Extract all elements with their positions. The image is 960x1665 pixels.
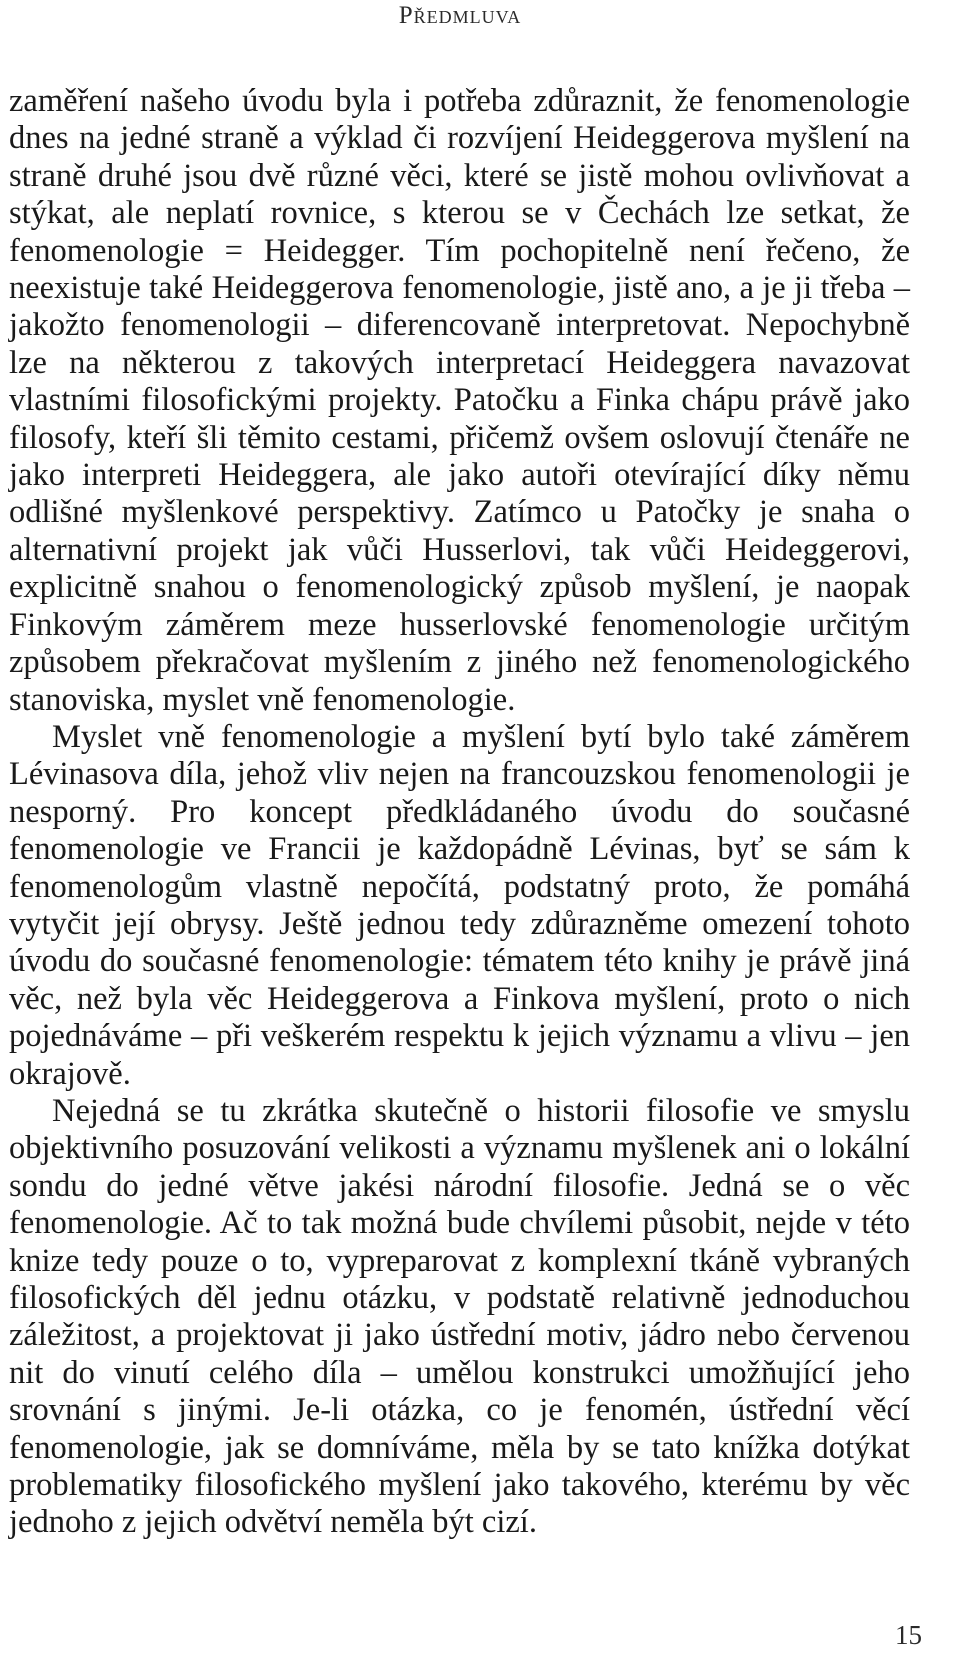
paragraph: zaměření našeho úvodu byla i potřeba zdůraznit, že fenomenologie dnes na jedné straně a výklad či rozvíjení Heideggerova myšlení na straně druhé jsou dvě různé věci, které se jistě mohou ovlivňovat a stýkat, ale neplatí rovnice, s kterou se v Čechách lze setkat, že fenomenologie = Heidegger. Tím pochopitelně není řečeno, že neexistuje také Heideggerova fenomenologie, jistě ano, a je ji třeba – jakožto fenomenologii – diferencovaně interpretovat. Nepochybně lze na některou z takových interpretací Heideggera navazovat vlastními filosofickými projekty. Patočku a Finka chápu právě jako filosofy, kteří šli těmito cestami, přičemž ovšem oslovují čtenáře ne jako interpreti Heideggera, ale jako autoři otevírající díky němu odlišné myšlenkové perspektivy. Zatímco u Patočky je snaha o alternativní projekt jak vůči Husserlovi, tak vůči Heideggerovi, explicitně snahou o fenomenologický způsob myšlení, je naopak Finkovým záměrem meze husserlovské fenomenologie určitým způsobem překračovat myšlením z jiného než fenomenologického stanoviska, myslet vně fenomenologie.	[9, 83, 910, 718]
paragraph: Nejedná se tu zkrátka skutečně o historii filosofie ve smyslu objektivního posuzování velikosti a významu myšlenek ani o lokální sondu do jedné větve jakési národní filosofie. Jedná se o věc fenomenologie. Ač to tak možná bude chvílemi působit, nejde v této knize tedy pouze o to, vypreparovat z komplexní tkáně vybraných filosofických děl jednu otázku, v podstatě relativně jednoduchou záležitost, a projektovat ji jako ústřední motiv, jádro nebo červenou nit do vinutí celého díla – umělou konstrukci umožňující jeho srovnání s jinými. Je-li otázka, co je fenomén, ústřední věcí fenomenologie, jak se domníváme, měla by se tato knížka dotýkat problematiky filosofického myšlení jako takového, kterému by věc jednoho z jejich odvětví neměla být cizí.	[9, 1092, 910, 1541]
page-number: 15	[895, 1620, 922, 1650]
paragraph: Myslet vně fenomenologie a myšlení bytí bylo také záměrem Lévinasova díla, jehož vliv nejen na francouzskou fenomenologii je nesporný. Pro koncept předkládaného úvodu do současné fenomenologie ve Francii je každopádně Lévinas, byť se sám k fenomenologům vlastně nepočítá, podstatný proto, že pomáhá vytyčit její obrysy. Ještě jednou tedy zdůrazněme omezení tohoto úvodu do současné fenomenologie: tématem této knihy je právě jiná věc, než byla věc Heideggerova a Finkova myšlení, proto o nich pojednáváme – při veškerém respektu k jejich významu a vlivu – jen okrajově.	[9, 718, 910, 1092]
running-head: Předmluva	[398, 2, 522, 29]
body-text	[9, 83, 910, 1542]
